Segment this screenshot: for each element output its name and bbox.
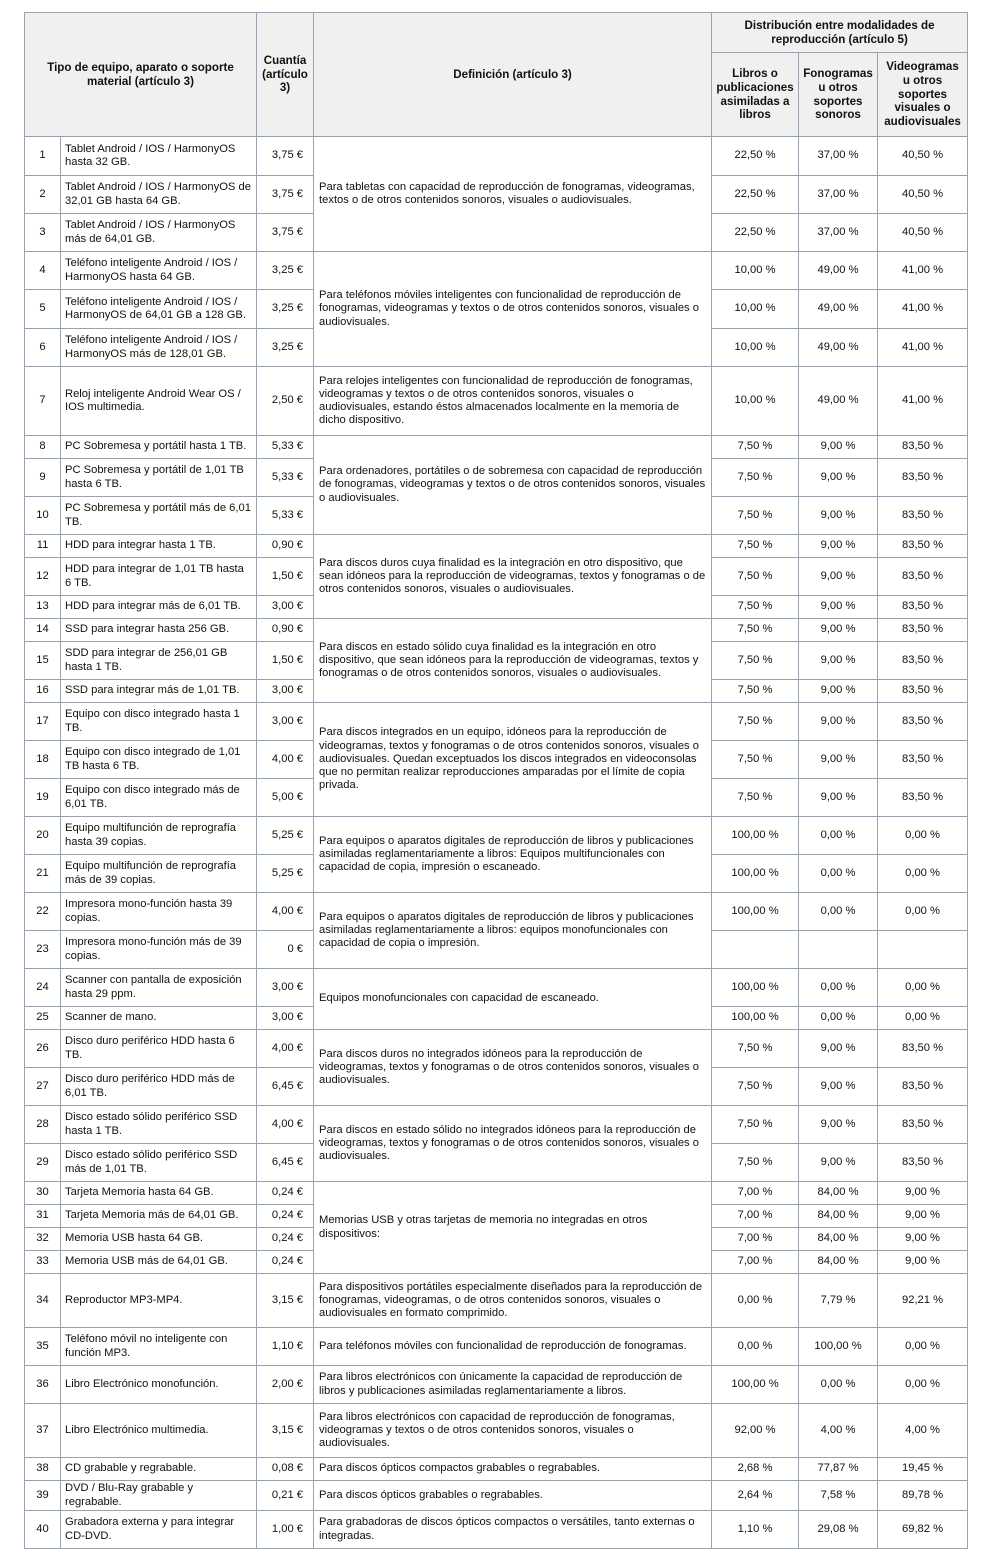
device-type: Tarjeta Memoria hasta 64 GB. <box>61 1182 257 1205</box>
pct-videograms: 83,50 % <box>878 558 968 596</box>
pct-videograms: 83,50 % <box>878 703 968 741</box>
definition: Para teléfonos móviles con funcionalidad de reproducción de fonogramas. <box>314 1328 712 1366</box>
device-type: HDD para integrar hasta 1 TB. <box>61 535 257 558</box>
row-number: 35 <box>25 1328 61 1366</box>
amount: 1,00 € <box>257 1511 314 1549</box>
pct-videograms: 0,00 % <box>878 1328 968 1366</box>
pct-books: 7,50 % <box>712 1144 799 1182</box>
pct-videograms: 0,00 % <box>878 855 968 893</box>
pct-phonograms: 9,00 % <box>799 497 878 535</box>
pct-books: 7,50 % <box>712 741 799 779</box>
amount: 1,10 € <box>257 1328 314 1366</box>
device-type: Impresora mono-función más de 39 copias. <box>61 931 257 969</box>
definition: Para libros electrónicos con únicamente la capacidad de reproducción de libros y publicaciones asimiladas reglamentariamente a libros. <box>314 1366 712 1404</box>
pct-videograms: 83,50 % <box>878 779 968 817</box>
pct-videograms: 92,21 % <box>878 1274 968 1328</box>
pct-videograms: 83,50 % <box>878 535 968 558</box>
pct-phonograms: 49,00 % <box>799 329 878 367</box>
amount: 3,25 € <box>257 290 314 329</box>
pct-videograms: 41,00 % <box>878 252 968 290</box>
amount: 3,00 € <box>257 596 314 619</box>
pct-books: 7,00 % <box>712 1251 799 1274</box>
pct-books: 100,00 % <box>712 1007 799 1030</box>
row-number: 26 <box>25 1030 61 1068</box>
pct-videograms: 83,50 % <box>878 497 968 535</box>
pct-books: 0,00 % <box>712 1274 799 1328</box>
pct-videograms: 83,50 % <box>878 741 968 779</box>
pct-phonograms: 9,00 % <box>799 1068 878 1106</box>
amount: 0,24 € <box>257 1228 314 1251</box>
pct-phonograms: 9,00 % <box>799 680 878 703</box>
device-type: Impresora mono-función hasta 39 copias. <box>61 893 257 931</box>
private-copy-compensation-table <box>24 12 968 1549</box>
pct-videograms: 0,00 % <box>878 969 968 1007</box>
amount: 0,21 € <box>257 1481 314 1511</box>
row-number: 14 <box>25 619 61 642</box>
row-number: 1 <box>25 137 61 176</box>
amount: 1,50 € <box>257 642 314 680</box>
row-number: 38 <box>25 1458 61 1481</box>
device-type: SDD para integrar de 256,01 GB hasta 1 TB. <box>61 642 257 680</box>
definition: Memorias USB y otras tarjetas de memoria no integradas en otros dispositivos: <box>314 1182 712 1274</box>
definition: Para discos en estado sólido cuya finalidad es la integración en otro dispositivo, que sean idóneos para la reproducción de videogramas, textos y fonogramas o de otros contenidos sonoros, visuales o audiovisuales. <box>314 619 712 703</box>
definition: Para dispositivos portátiles especialmente diseñados para la reproducción de fonogramas, videogramas, o de otros contenidos sonoros, visuales o audiovisuales en formato comprimido. <box>314 1274 712 1328</box>
pct-phonograms <box>799 931 878 969</box>
row-number: 12 <box>25 558 61 596</box>
device-type: Equipo multifunción de reprografía más de 39 copias. <box>61 855 257 893</box>
amount: 5,00 € <box>257 779 314 817</box>
pct-books: 22,50 % <box>712 176 799 214</box>
pct-videograms: 0,00 % <box>878 893 968 931</box>
device-type: PC Sobremesa y portátil más de 6,01 TB. <box>61 497 257 535</box>
pct-videograms: 83,50 % <box>878 1144 968 1182</box>
pct-videograms: 89,78 % <box>878 1481 968 1511</box>
amount: 0,24 € <box>257 1182 314 1205</box>
pct-books <box>712 931 799 969</box>
pct-books: 7,50 % <box>712 497 799 535</box>
row-number: 2 <box>25 176 61 214</box>
pct-videograms: 40,50 % <box>878 137 968 176</box>
device-type: Equipo con disco integrado más de 6,01 TB. <box>61 779 257 817</box>
amount: 6,45 € <box>257 1144 314 1182</box>
row-number: 16 <box>25 680 61 703</box>
pct-videograms: 0,00 % <box>878 1007 968 1030</box>
table-row <box>25 619 968 642</box>
pct-phonograms: 84,00 % <box>799 1228 878 1251</box>
row-number: 29 <box>25 1144 61 1182</box>
table-row <box>25 1366 968 1404</box>
amount: 5,33 € <box>257 436 314 459</box>
pct-videograms: 83,50 % <box>878 642 968 680</box>
amount: 3,25 € <box>257 252 314 290</box>
table-row <box>25 893 968 931</box>
definition: Para discos ópticos compactos grabables o regrabables. <box>314 1458 712 1481</box>
header-definition: Definición (artículo 3) <box>314 13 712 137</box>
device-type: Equipo multifunción de reprografía hasta 39 copias. <box>61 817 257 855</box>
table-row <box>25 969 968 1007</box>
device-type: Reproductor MP3-MP4. <box>61 1274 257 1328</box>
row-number: 34 <box>25 1274 61 1328</box>
definition: Para discos en estado sólido no integrados idóneos para la reproducción de videogramas, textos y fonogramas o de otros contenidos sonoros, visuales o audiovisuales. <box>314 1106 712 1182</box>
pct-books: 22,50 % <box>712 137 799 176</box>
pct-phonograms: 49,00 % <box>799 252 878 290</box>
pct-books: 7,50 % <box>712 1030 799 1068</box>
table-row <box>25 703 968 741</box>
amount: 4,00 € <box>257 1106 314 1144</box>
pct-books: 10,00 % <box>712 367 799 436</box>
pct-videograms: 83,50 % <box>878 459 968 497</box>
amount: 0,24 € <box>257 1251 314 1274</box>
pct-videograms: 40,50 % <box>878 214 968 252</box>
pct-phonograms: 49,00 % <box>799 290 878 329</box>
pct-books: 7,50 % <box>712 619 799 642</box>
pct-phonograms: 0,00 % <box>799 893 878 931</box>
row-number: 40 <box>25 1511 61 1549</box>
device-type: Libro Electrónico multimedia. <box>61 1404 257 1458</box>
row-number: 18 <box>25 741 61 779</box>
pct-phonograms: 0,00 % <box>799 1366 878 1404</box>
pct-phonograms: 4,00 % <box>799 1404 878 1458</box>
amount: 3,00 € <box>257 969 314 1007</box>
amount: 3,00 € <box>257 1007 314 1030</box>
row-number: 30 <box>25 1182 61 1205</box>
table-row <box>25 817 968 855</box>
pct-books: 7,50 % <box>712 703 799 741</box>
device-type: Libro Electrónico monofunción. <box>61 1366 257 1404</box>
table-row <box>25 137 968 176</box>
pct-books: 10,00 % <box>712 329 799 367</box>
pct-phonograms: 9,00 % <box>799 596 878 619</box>
table-row <box>25 1481 968 1511</box>
device-type: Teléfono inteligente Android / IOS / HarmonyOS de 64,01 GB a 128 GB. <box>61 290 257 329</box>
row-number: 28 <box>25 1106 61 1144</box>
amount: 0,90 € <box>257 535 314 558</box>
pct-phonograms: 9,00 % <box>799 558 878 596</box>
amount: 5,33 € <box>257 459 314 497</box>
pct-phonograms: 0,00 % <box>799 969 878 1007</box>
device-type: Teléfono inteligente Android / IOS / HarmonyOS más de 128,01 GB. <box>61 329 257 367</box>
row-number: 32 <box>25 1228 61 1251</box>
amount: 3,75 € <box>257 176 314 214</box>
pct-phonograms: 7,58 % <box>799 1481 878 1511</box>
pct-videograms: 0,00 % <box>878 1366 968 1404</box>
definition: Para tabletas con capacidad de reproducción de fonogramas, videogramas, textos o de otros contenidos sonoros, visuales o audiovisuales. <box>314 137 712 252</box>
device-type: Tablet Android / IOS / HarmonyOS más de 64,01 GB. <box>61 214 257 252</box>
pct-phonograms: 9,00 % <box>799 1144 878 1182</box>
definition: Para equipos o aparatos digitales de reproducción de libros y publicaciones asimiladas reglamentariamente a libros: equipos monofuncionales con capacidad de copia o impresión. <box>314 893 712 969</box>
amount: 5,33 € <box>257 497 314 535</box>
device-type: Teléfono móvil no inteligente con función MP3. <box>61 1328 257 1366</box>
amount: 3,15 € <box>257 1404 314 1458</box>
amount: 3,75 € <box>257 214 314 252</box>
table-row <box>25 252 968 290</box>
pct-books: 100,00 % <box>712 855 799 893</box>
pct-phonograms: 9,00 % <box>799 779 878 817</box>
row-number: 20 <box>25 817 61 855</box>
pct-books: 100,00 % <box>712 817 799 855</box>
pct-phonograms: 9,00 % <box>799 535 878 558</box>
row-number: 13 <box>25 596 61 619</box>
device-type: Teléfono inteligente Android / IOS / HarmonyOS hasta 64 GB. <box>61 252 257 290</box>
row-number: 24 <box>25 969 61 1007</box>
pct-books: 2,68 % <box>712 1458 799 1481</box>
row-number: 10 <box>25 497 61 535</box>
row-number: 33 <box>25 1251 61 1274</box>
definition: Para grabadoras de discos ópticos compactos o versátiles, tanto externas o integradas. <box>314 1511 712 1549</box>
pct-videograms <box>878 931 968 969</box>
pct-videograms: 0,00 % <box>878 817 968 855</box>
pct-videograms: 9,00 % <box>878 1228 968 1251</box>
pct-books: 10,00 % <box>712 290 799 329</box>
pct-videograms: 83,50 % <box>878 1030 968 1068</box>
definition: Para discos integrados en un equipo, idóneos para la reproducción de videogramas, textos y fonogramas o de otros contenidos sonoros, visuales o audiovisuales. Quedan exceptuados los discos integrados en videoconsolas que no permitan realizar reproducciones amparadas por el límite de copia privada. <box>314 703 712 817</box>
table-row <box>25 1030 968 1068</box>
definition: Para discos ópticos grabables o regrabables. <box>314 1481 712 1511</box>
header-device-type: Tipo de equipo, aparato o soporte material (artículo 3) <box>25 13 257 137</box>
header-distribution: Distribución entre modalidades de reproducción (artículo 5) <box>712 13 968 53</box>
table-body <box>25 137 968 1549</box>
row-number: 15 <box>25 642 61 680</box>
amount: 3,25 € <box>257 329 314 367</box>
row-number: 8 <box>25 436 61 459</box>
device-type: HDD para integrar más de 6,01 TB. <box>61 596 257 619</box>
pct-books: 7,00 % <box>712 1182 799 1205</box>
pct-books: 92,00 % <box>712 1404 799 1458</box>
pct-books: 100,00 % <box>712 893 799 931</box>
pct-books: 1,10 % <box>712 1511 799 1549</box>
pct-books: 7,00 % <box>712 1205 799 1228</box>
pct-books: 7,50 % <box>712 1068 799 1106</box>
device-type: Disco estado sólido periférico SSD hasta 1 TB. <box>61 1106 257 1144</box>
amount: 4,00 € <box>257 893 314 931</box>
pct-books: 7,00 % <box>712 1228 799 1251</box>
row-number: 21 <box>25 855 61 893</box>
row-number: 4 <box>25 252 61 290</box>
pct-books: 7,50 % <box>712 779 799 817</box>
pct-videograms: 4,00 % <box>878 1404 968 1458</box>
row-number: 25 <box>25 1007 61 1030</box>
row-number: 39 <box>25 1481 61 1511</box>
pct-phonograms: 9,00 % <box>799 703 878 741</box>
definition: Para equipos o aparatos digitales de reproducción de libros y publicaciones asimiladas reglamentariamente a libros: Equipos multifuncionales con capacidad de copia, impresión o escaneado. <box>314 817 712 893</box>
row-number: 23 <box>25 931 61 969</box>
amount: 6,45 € <box>257 1068 314 1106</box>
row-number: 17 <box>25 703 61 741</box>
pct-phonograms: 9,00 % <box>799 642 878 680</box>
table-row <box>25 1511 968 1549</box>
row-number: 19 <box>25 779 61 817</box>
pct-videograms: 83,50 % <box>878 1068 968 1106</box>
pct-books: 7,50 % <box>712 535 799 558</box>
pct-videograms: 19,45 % <box>878 1458 968 1481</box>
pct-phonograms: 9,00 % <box>799 1106 878 1144</box>
amount: 3,00 € <box>257 680 314 703</box>
table-row <box>25 1404 968 1458</box>
pct-videograms: 41,00 % <box>878 290 968 329</box>
row-number: 9 <box>25 459 61 497</box>
definition: Equipos monofuncionales con capacidad de escaneado. <box>314 969 712 1030</box>
pct-videograms: 41,00 % <box>878 329 968 367</box>
header-books: Libros o publicaciones asimiladas a libros <box>712 53 799 137</box>
amount: 4,00 € <box>257 1030 314 1068</box>
pct-phonograms: 0,00 % <box>799 1007 878 1030</box>
device-type: Disco duro periférico HDD más de 6,01 TB. <box>61 1068 257 1106</box>
amount: 1,50 € <box>257 558 314 596</box>
device-type: Reloj inteligente Android Wear OS / IOS multimedia. <box>61 367 257 436</box>
pct-books: 0,00 % <box>712 1328 799 1366</box>
device-type: PC Sobremesa y portátil hasta 1 TB. <box>61 436 257 459</box>
pct-books: 100,00 % <box>712 969 799 1007</box>
amount: 0,90 € <box>257 619 314 642</box>
pct-books: 7,50 % <box>712 436 799 459</box>
pct-videograms: 83,50 % <box>878 1106 968 1144</box>
table-row <box>25 367 968 436</box>
amount: 0,24 € <box>257 1205 314 1228</box>
table-row <box>25 1182 968 1205</box>
device-type: DVD / Blu-Ray grabable y regrabable. <box>61 1481 257 1511</box>
definition: Para discos duros cuya finalidad es la integración en otro dispositivo, que sean idóneos para la reproducción de videogramas, textos y fonogramas o de otros contenidos sonoros, visuales o audiovisuales. <box>314 535 712 619</box>
pct-videograms: 83,50 % <box>878 436 968 459</box>
device-type: Scanner con pantalla de exposición hasta 29 ppm. <box>61 969 257 1007</box>
definition: Para libros electrónicos con capacidad de reproducción de fonogramas, videogramas y textos o de otros contenidos sonoros, visuales o audiovisuales. <box>314 1404 712 1458</box>
row-number: 31 <box>25 1205 61 1228</box>
definition: Para teléfonos móviles inteligentes con funcionalidad de reproducción de fonogramas, videogramas y textos o de otros contenidos sonoros, visuales o audiovisuales. <box>314 252 712 367</box>
amount: 2,00 € <box>257 1366 314 1404</box>
pct-phonograms: 0,00 % <box>799 817 878 855</box>
amount: 3,00 € <box>257 703 314 741</box>
pct-phonograms: 37,00 % <box>799 214 878 252</box>
pct-books: 7,50 % <box>712 1106 799 1144</box>
definition: Para discos duros no integrados idóneos para la reproducción de videogramas, textos y fonogramas o de otros contenidos sonoros, visuales o audiovisuales. <box>314 1030 712 1106</box>
device-type: HDD para integrar de 1,01 TB hasta 6 TB. <box>61 558 257 596</box>
amount: 4,00 € <box>257 741 314 779</box>
table-row <box>25 1458 968 1481</box>
pct-videograms: 83,50 % <box>878 680 968 703</box>
amount: 2,50 € <box>257 367 314 436</box>
device-type: SSD para integrar más de 1,01 TB. <box>61 680 257 703</box>
pct-books: 2,64 % <box>712 1481 799 1511</box>
pct-books: 100,00 % <box>712 1366 799 1404</box>
pct-videograms: 41,00 % <box>878 367 968 436</box>
pct-phonograms: 9,00 % <box>799 741 878 779</box>
amount: 3,15 € <box>257 1274 314 1328</box>
device-type: Scanner de mano. <box>61 1007 257 1030</box>
pct-phonograms: 84,00 % <box>799 1251 878 1274</box>
row-number: 7 <box>25 367 61 436</box>
pct-phonograms: 49,00 % <box>799 367 878 436</box>
table-row <box>25 1328 968 1366</box>
table-row <box>25 1274 968 1328</box>
pct-books: 7,50 % <box>712 596 799 619</box>
row-number: 6 <box>25 329 61 367</box>
device-type: Disco estado sólido periférico SSD más de 1,01 TB. <box>61 1144 257 1182</box>
device-type: Disco duro periférico HDD hasta 6 TB. <box>61 1030 257 1068</box>
row-number: 22 <box>25 893 61 931</box>
device-type: Grabadora externa y para integrar CD-DVD. <box>61 1511 257 1549</box>
pct-books: 7,50 % <box>712 642 799 680</box>
device-type: Tablet Android / IOS / HarmonyOS hasta 32 GB. <box>61 137 257 176</box>
row-number: 36 <box>25 1366 61 1404</box>
pct-phonograms: 100,00 % <box>799 1328 878 1366</box>
header-phonograms: Fonogramas u otros soportes sonoros <box>799 53 878 137</box>
device-type: Memoria USB hasta 64 GB. <box>61 1228 257 1251</box>
row-number: 37 <box>25 1404 61 1458</box>
row-number: 27 <box>25 1068 61 1106</box>
table-row <box>25 535 968 558</box>
pct-phonograms: 37,00 % <box>799 176 878 214</box>
device-type: SSD para integrar hasta 256 GB. <box>61 619 257 642</box>
pct-videograms: 69,82 % <box>878 1511 968 1549</box>
amount: 5,25 € <box>257 855 314 893</box>
pct-phonograms: 84,00 % <box>799 1205 878 1228</box>
device-type: CD grabable y regrabable. <box>61 1458 257 1481</box>
pct-videograms: 40,50 % <box>878 176 968 214</box>
device-type: Memoria USB más de 64,01 GB. <box>61 1251 257 1274</box>
header-amount: Cuantía (artículo 3) <box>257 13 314 137</box>
definition: Para ordenadores, portátiles o de sobremesa con capacidad de reproducción de fonogramas, videogramas y textos o de otros contenidos sonoros, visuales o audiovisuales. <box>314 436 712 535</box>
pct-videograms: 9,00 % <box>878 1182 968 1205</box>
row-number: 3 <box>25 214 61 252</box>
definition: Para relojes inteligentes con funcionalidad de reproducción de fonogramas, videogramas y textos o de otros contenidos sonoros, visuales o audiovisuales, estando éstos almacenados localmente en la memoria de dicho dispositivo. <box>314 367 712 436</box>
pct-videograms: 9,00 % <box>878 1251 968 1274</box>
pct-books: 22,50 % <box>712 214 799 252</box>
pct-videograms: 9,00 % <box>878 1205 968 1228</box>
header-videograms: Videogramas u otros soportes visuales o audiovisuales <box>878 53 968 137</box>
amount: 5,25 € <box>257 817 314 855</box>
pct-phonograms: 84,00 % <box>799 1182 878 1205</box>
pct-books: 10,00 % <box>712 252 799 290</box>
table-row <box>25 1106 968 1144</box>
pct-phonograms: 77,87 % <box>799 1458 878 1481</box>
pct-books: 7,50 % <box>712 459 799 497</box>
tariff-table-container <box>24 12 967 1549</box>
pct-phonograms: 29,08 % <box>799 1511 878 1549</box>
pct-phonograms: 37,00 % <box>799 137 878 176</box>
pct-phonograms: 7,79 % <box>799 1274 878 1328</box>
pct-books: 7,50 % <box>712 558 799 596</box>
pct-books: 7,50 % <box>712 680 799 703</box>
amount: 3,75 € <box>257 137 314 176</box>
pct-videograms: 83,50 % <box>878 596 968 619</box>
pct-videograms: 83,50 % <box>878 619 968 642</box>
device-type: Equipo con disco integrado de 1,01 TB hasta 6 TB. <box>61 741 257 779</box>
amount: 0,08 € <box>257 1458 314 1481</box>
row-number: 11 <box>25 535 61 558</box>
device-type: Tarjeta Memoria más de 64,01 GB. <box>61 1205 257 1228</box>
pct-phonograms: 9,00 % <box>799 436 878 459</box>
pct-phonograms: 0,00 % <box>799 855 878 893</box>
pct-phonograms: 9,00 % <box>799 1030 878 1068</box>
amount: 0 € <box>257 931 314 969</box>
device-type: Equipo con disco integrado hasta 1 TB. <box>61 703 257 741</box>
table-row <box>25 436 968 459</box>
pct-phonograms: 9,00 % <box>799 619 878 642</box>
row-number: 5 <box>25 290 61 329</box>
device-type: PC Sobremesa y portátil de 1,01 TB hasta 6 TB. <box>61 459 257 497</box>
pct-phonograms: 9,00 % <box>799 459 878 497</box>
device-type: Tablet Android / IOS / HarmonyOS de 32,01 GB hasta 64 GB. <box>61 176 257 214</box>
